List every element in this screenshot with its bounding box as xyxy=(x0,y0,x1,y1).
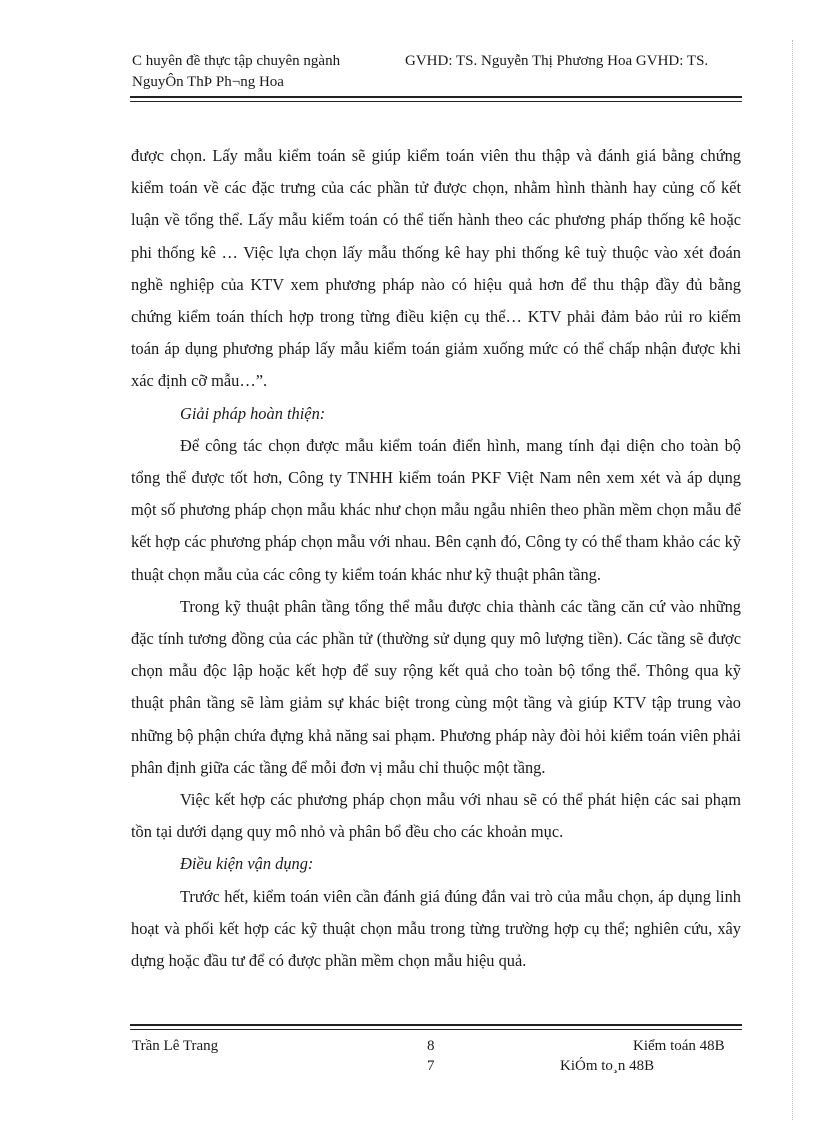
header-topic: C huyên đề thực tập chuyên ngành xyxy=(132,53,341,69)
paragraph-continuation: được chọn. Lấy mẫu kiểm toán sẽ giúp kiểm toán viên thu thập và đánh giá bằng chứng kiểm toán về các đặc trưng của các phần tử được chọn, nhằm hình thành hay củng cố kết luận về tổng thể. Lấy mẫu kiểm toán có thể tiến hành theo các phương pháp thống kê hoặc phi thống kê … Việc lựa chọn lấy mẫu thống kê hay phi thống kê tuỳ thuộc vào xét đoán nghề nghiệp của KTV xem phương pháp nào có hiệu quả hơn để thu thập đầy đủ bằng chứng kiểm toán thích hợp trong từng điều kiện cụ thể… KTV phải đảm bảo rủi ro kiểm toán áp dụng phương pháp lấy mẫu kiểm toán giảm xuống mức có thể chấp nhận được khi xác định cỡ mẫu…”. xyxy=(131,146,741,391)
header-rule-thick xyxy=(130,96,742,98)
footer-rule-thick xyxy=(130,1024,742,1026)
heading-solution: Giải pháp hoàn thiện: xyxy=(180,403,326,423)
footer-rule-thin xyxy=(130,1029,742,1030)
footer-author: Trần Lê Trang xyxy=(132,1038,219,1054)
header-advisor: GVHD: TS. Nguyễn Thị Phương Hoa GVHD: TS. xyxy=(405,53,709,69)
heading-conditions: Điều kiện vận dụng: xyxy=(180,854,314,874)
header-rule-thin xyxy=(130,101,742,102)
paragraph-conditions: Trước hết, kiểm toán viên cần đánh giá đúng đắn vai trò của mẫu chọn, áp dụng linh hoạt và phối kết hợp các kỹ thuật chọn mẫu trong từng trường hợp cụ thể; nghiên cứu, xây dựng hoặc đầu tư để có được phần mềm chọn mẫu hiệu quả. xyxy=(131,886,741,971)
document-body xyxy=(131,140,741,977)
footer-course-legacy: KiÓm to¸n 48B xyxy=(560,1058,655,1074)
footer-course: Kiểm toán 48B xyxy=(633,1038,725,1054)
paragraph-stratification: Trong kỹ thuật phân tầng tổng thể mẫu được chia thành các tầng căn cứ vào những đặc tính tương đồng của các phần tử (thường sử dụng quy mô lượng tiền). Các tầng sẽ được chọn mẫu độc lập hoặc kết hợp để suy rộng kết quả cho toàn bộ tổng thể. Thông qua kỹ thuật phân tầng sẽ làm giảm sự khác biệt trong cùng một tầng và giúp KTV tập trung vào những bộ phận chứa đựng khả năng sai phạm. Phương pháp này đòi hỏi kiểm toán viên phải phân định giữa các tầng để mỗi đơn vị mẫu chỉ thuộc một tầng. xyxy=(131,596,741,777)
footer-page-number-legacy: 7 xyxy=(427,1058,435,1074)
footer-page-number: 8 xyxy=(427,1038,435,1054)
paragraph-solution: Để công tác chọn được mẫu kiểm toán điển hình, mang tính đại diện cho toàn bộ tổng thể được tốt hơn, Công ty TNHH kiểm toán PKF Việt Nam nên xem xét và áp dụng một số phương pháp chọn mẫu khác như chọn mẫu ngẫu nhiên theo phần mềm chọn mẫu để kết hợp các phương pháp chọn mẫu với nhau. Bên cạnh đó, Công ty có thể tham khảo các kỹ thuật chọn mẫu của các công ty kiểm toán khác như kỹ thuật phân tầng. xyxy=(131,435,741,584)
paragraph-combination: Việc kết hợp các phương pháp chọn mẫu với nhau sẽ có thể phát hiện các sai phạm tồn tại dưới dạng quy mô nhỏ và phân bổ đều cho các khoản mục. xyxy=(131,790,741,842)
header-advisor-name-legacy: NguyÔn ThÞ Ph¬ng Hoa xyxy=(132,74,284,90)
